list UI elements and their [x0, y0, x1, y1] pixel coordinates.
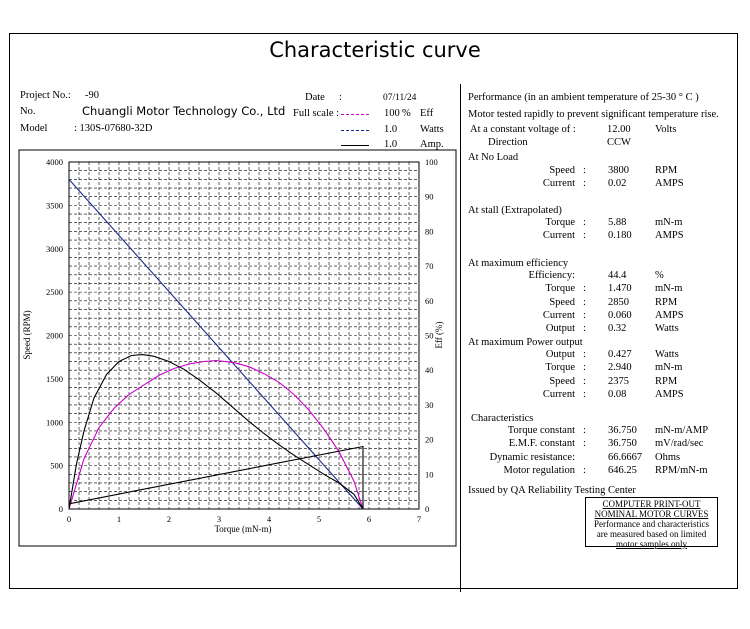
- date-colon: :: [339, 92, 342, 103]
- perf-row-label: Output: [545, 349, 575, 360]
- direction-label: Direction: [488, 137, 528, 148]
- perf-row-colon: :: [583, 362, 586, 374]
- issued-by: Issued by QA Reliability Testing Center: [468, 485, 636, 496]
- perf-row-label: Current: [542, 230, 575, 242]
- company-name: Chuangli Motor Technology Co., Ltd: [82, 104, 286, 118]
- y2-tick-label: 90: [425, 191, 434, 202]
- y-tick-label: 2000: [46, 330, 63, 341]
- y-tick-label: 3500: [46, 200, 63, 211]
- perf-row-value: 66.6667: [608, 451, 643, 463]
- no-label: No.: [20, 106, 36, 117]
- perf-row-unit: AMPS: [655, 309, 684, 321]
- legend-value: 1.0: [384, 124, 398, 135]
- y2-tick-label: 60: [425, 295, 434, 306]
- date-value: 07/11/24: [383, 93, 417, 103]
- perf-row-colon: :: [583, 283, 586, 295]
- perf-row-value: 2850: [608, 296, 629, 308]
- model-label: Model: [20, 123, 48, 134]
- perf-row-colon: :: [583, 165, 586, 176]
- perf-row-label: Torque: [545, 217, 575, 228]
- perf-row-label: E.M.F. constant: [508, 438, 575, 450]
- y2-tick-label: 10: [425, 469, 434, 480]
- perf-row-unit: AMPS: [655, 178, 684, 190]
- y2-tick-label: 40: [425, 365, 434, 376]
- perf-row-value: 2.940: [608, 362, 632, 374]
- printout-note-box: [585, 497, 718, 547]
- note-line: motor samples only: [616, 539, 687, 549]
- perf-row-unit: RPM: [655, 375, 678, 387]
- perf-row-value: 0.060: [608, 309, 632, 321]
- perf-row-label: Current: [542, 178, 575, 190]
- y2-tick-label: 100: [425, 157, 438, 167]
- legend-value: 100: [384, 108, 400, 119]
- perf-row-label: Speed: [549, 375, 575, 387]
- x-axis-label: Torque (mN-m): [214, 524, 272, 534]
- perf-row-unit: Watts: [655, 349, 679, 360]
- y2-tick-label: 50: [425, 330, 434, 341]
- y-tick-label: 4000: [46, 157, 63, 167]
- perf-row-label: Output: [545, 323, 575, 335]
- note-line: Performance and characteristics: [594, 519, 709, 529]
- perf-row-unit: %: [655, 270, 664, 281]
- perf-row-unit: RPM: [655, 296, 678, 308]
- legend-name: Watts: [420, 124, 444, 135]
- y2-tick-label: 70: [425, 261, 434, 272]
- x-tick-label: 3: [216, 514, 222, 524]
- y-tick-label: 3000: [46, 243, 63, 254]
- perf-row-value: 5.88: [608, 217, 627, 228]
- x-tick-label: 4: [266, 514, 272, 524]
- perf-row-colon: :: [583, 230, 586, 242]
- perf-row-label: Speed: [549, 165, 575, 176]
- legend-unit: %: [402, 108, 411, 119]
- voltage-label: At a constant voltage of :: [470, 124, 576, 135]
- project-label: Project No.:: [20, 90, 71, 101]
- section-heading: At No Load: [468, 152, 519, 163]
- perf-row-unit: mV/rad/sec: [655, 438, 704, 450]
- performance-subtitle: Motor tested rapidly to prevent significant temperature rise.: [468, 109, 719, 120]
- perf-row-label: Torque: [545, 283, 575, 295]
- perf-row-value: 36.750: [608, 438, 637, 450]
- performance-title: Performance (in an ambient temperature of 25-30 ° C ): [468, 92, 699, 103]
- legend-name: Eff: [420, 108, 434, 119]
- perf-row-colon: :: [583, 323, 586, 335]
- section-heading: Characteristics: [471, 413, 534, 424]
- y2-tick-label: 80: [425, 226, 434, 237]
- perf-row-unit: RPM: [655, 165, 678, 176]
- perf-row-label: Torque: [545, 362, 575, 374]
- y2-tick-label: 0: [425, 504, 430, 514]
- perf-row-colon: :: [583, 388, 586, 400]
- perf-row-label: Motor regulation: [503, 464, 575, 476]
- y2-axis-label: Eff (%): [434, 321, 444, 349]
- perf-row-label: Torque constant: [507, 425, 575, 436]
- y-tick-label: 0: [58, 504, 63, 514]
- chart-border: [19, 150, 456, 546]
- perf-row-colon: :: [583, 178, 586, 190]
- x-tick-label: 7: [416, 514, 422, 524]
- perf-row-unit: Ohms: [655, 451, 681, 463]
- y-tick-label: 2500: [46, 287, 63, 298]
- perf-row-unit: mN-m: [655, 362, 683, 374]
- legend-name: Amp.: [420, 139, 444, 150]
- perf-row-colon: :: [583, 296, 586, 308]
- perf-row-unit: mN-m: [655, 217, 683, 228]
- perf-row-colon: :: [583, 309, 586, 321]
- perf-row-value: 2375: [608, 375, 629, 387]
- page-title: Characteristic curve: [269, 38, 481, 62]
- section-heading: At stall (Extrapolated): [468, 205, 562, 216]
- x-tick-label: 6: [366, 514, 372, 524]
- perf-row-colon: :: [583, 425, 586, 436]
- perf-row-unit: AMPS: [655, 230, 684, 242]
- x-tick-label: 1: [116, 514, 122, 524]
- perf-row-value: 1.470: [608, 283, 632, 295]
- note-line: NOMINAL MOTOR CURVES: [594, 509, 709, 519]
- y-tick-label: 1000: [46, 417, 63, 428]
- y-tick-label: 1500: [46, 373, 63, 384]
- chart-grid: [69, 162, 419, 509]
- perf-row-value: 36.750: [608, 425, 637, 436]
- fullscale-label: Full scale :: [293, 108, 340, 119]
- perf-row-colon: :: [583, 375, 586, 387]
- perf-row-colon: :: [583, 349, 586, 360]
- y2-tick-label: 30: [425, 399, 434, 410]
- perf-row-colon: :: [583, 464, 586, 476]
- perf-row-value: 0.427: [608, 349, 632, 360]
- perf-row-colon: :: [583, 438, 586, 450]
- note-line: COMPUTER PRINT-OUT: [602, 499, 701, 509]
- perf-row-unit: Watts: [655, 323, 679, 335]
- date-label: Date: [305, 92, 325, 103]
- perf-row-label: Efficiency:: [528, 270, 575, 281]
- perf-row-unit: mN-m/AMP: [655, 425, 709, 436]
- perf-row-unit: mN-m: [655, 283, 683, 295]
- section-heading: At maximum Power output: [468, 337, 583, 348]
- legend-value: 1.0: [384, 139, 398, 150]
- perf-row-unit: AMPS: [655, 388, 684, 400]
- model-value: : 130S-07680-32D: [74, 123, 153, 134]
- perf-row-unit: RPM/mN-m: [655, 464, 708, 476]
- x-tick-label: 0: [66, 514, 72, 524]
- direction-value: CCW: [607, 137, 631, 148]
- perf-row-colon: :: [583, 217, 586, 228]
- perf-row-value: 3800: [608, 165, 629, 176]
- perf-row-label: Current: [542, 309, 575, 321]
- y2-tick-label: 20: [425, 434, 434, 445]
- y-tick-label: 500: [50, 460, 63, 471]
- section-heading: At maximum efficiency: [468, 258, 569, 269]
- x-tick-label: 2: [166, 514, 172, 524]
- voltage-value: 12.00: [607, 124, 631, 135]
- perf-row-label: Speed: [549, 296, 575, 308]
- perf-row-value: 646.25: [608, 464, 637, 476]
- voltage-unit: Volts: [655, 124, 677, 135]
- x-tick-label: 5: [316, 514, 322, 524]
- note-line: are measured based on limited: [596, 529, 707, 539]
- perf-row-value: 0.180: [608, 230, 632, 242]
- perf-row-value: 0.32: [608, 323, 627, 335]
- perf-row-label: Dynamic resistance:: [489, 451, 575, 463]
- perf-row-value: 0.02: [608, 178, 627, 190]
- perf-row-label: Current: [542, 388, 575, 400]
- y-axis-label: Speed (RPM): [22, 310, 32, 360]
- perf-row-value: 44.4: [608, 270, 627, 281]
- project-value: -90: [85, 90, 99, 101]
- perf-row-value: 0.08: [608, 388, 627, 400]
